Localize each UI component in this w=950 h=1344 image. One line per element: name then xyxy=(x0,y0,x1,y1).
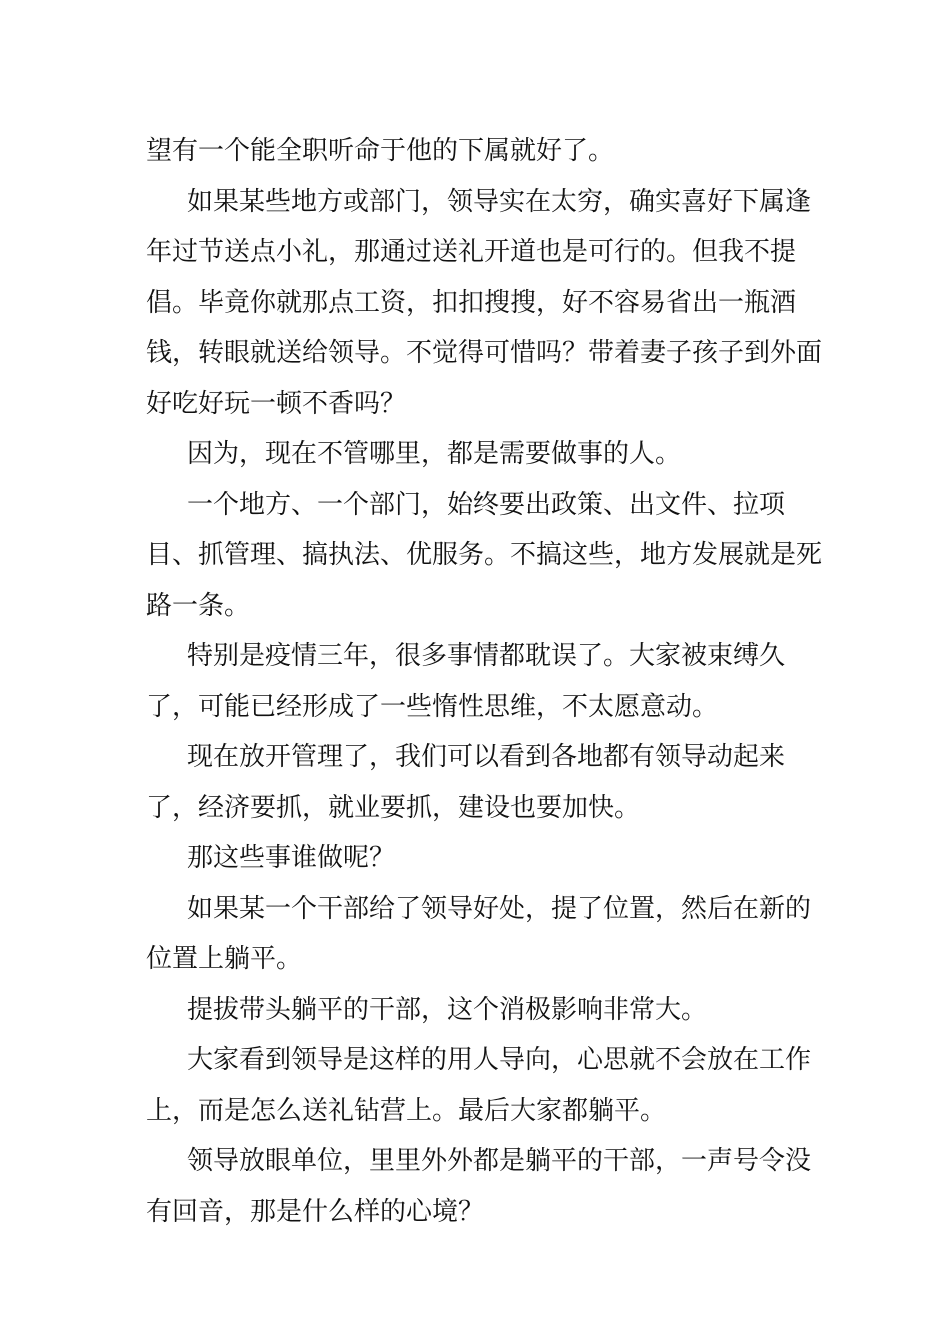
paragraph-1: 望有一个能全职听命于他的下属就好了。 xyxy=(146,136,615,166)
paragraph-6: 现在放开管理了，我们可以看到各地都有领导动起来了，经济要抓，就业要抓，建设也要加快。 xyxy=(146,742,786,823)
paragraph-3: 因为，现在不管哪里，都是需要做事的人。 xyxy=(187,439,682,469)
document-body xyxy=(146,126,826,1237)
paragraph-4: 一个地方、一个部门，始终要出政策、出文件、拉项目、抓管理、搞执法、优服务。不搞这些，地方发展就是死路一条。 xyxy=(146,489,823,621)
paragraph-9: 提拔带头躺平的干部，这个消极影响非常大。 xyxy=(187,994,708,1025)
paragraph-5: 特别是疫情三年，很多事情都耽误了。大家被束缚久了，可能已经形成了一些惰性思维，不太愿意动。 xyxy=(146,641,786,722)
paragraph-11: 领导放眼单位，里里外外都是躺平的干部，一声号令没有回音，那是什么样的心境？ xyxy=(146,1146,812,1227)
paragraph-2: 如果某些地方或部门，领导实在太穷，确实喜好下属逢年过节送点小礼，那通过送礼开道也是可行的。但我不提倡。毕竟你就那点工资，扣扣搜搜，好不容易省出一瓶酒钱，转眼就送给领导。不觉得可惜吗？带着妻子孩子到外面好吃好玩一顿不香吗？ xyxy=(146,186,823,419)
paragraph-10: 大家看到领导是这样的用人导向，心思就不会放在工作上，而是怎么送礼钻营上。最后大家都躺平。 xyxy=(146,1045,812,1126)
paragraph-8: 如果某一个干部给了领导好处，提了位置，然后在新的位置上躺平。 xyxy=(146,893,812,974)
paragraph-7: 那这些事谁做呢？ xyxy=(187,843,396,873)
